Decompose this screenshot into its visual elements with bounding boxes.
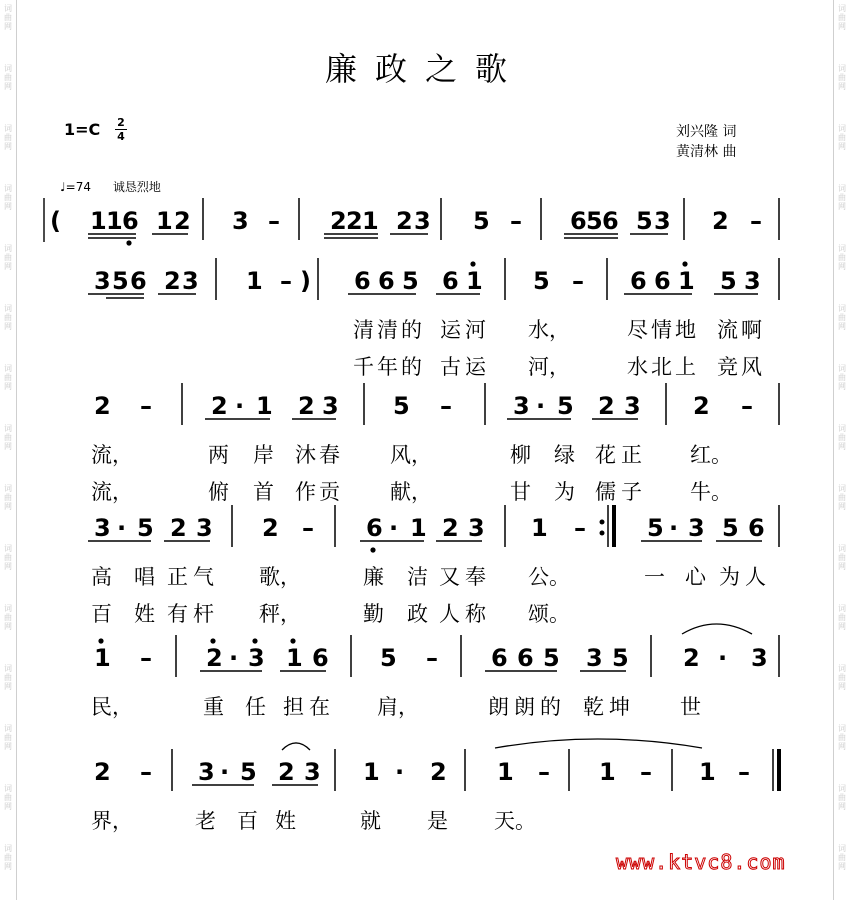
margin-watermark-text: 词 曲 网 [838, 304, 846, 331]
margin-watermark-text: 词 曲 网 [4, 424, 12, 451]
dash-extension: – [140, 644, 152, 672]
lyric-verse-1: 柳 [510, 443, 531, 467]
lyric-verse-2: 子 [621, 480, 642, 504]
jianpu-note: 2 [396, 207, 413, 235]
jianpu-note: 1 [94, 644, 111, 672]
margin-watermark-text: 词 曲 网 [4, 244, 12, 271]
lyric-verse-2: 人 [439, 602, 460, 626]
margin-watermark-text: 词 曲 网 [4, 4, 12, 31]
jianpu-note: 2 [430, 758, 447, 786]
lyric-verse-1: 界， [91, 809, 133, 833]
margin-watermark-text: 词 曲 网 [4, 544, 12, 571]
jianpu-note: 3 [248, 644, 265, 672]
margin-watermark-text: 词 曲 网 [838, 484, 846, 511]
jianpu-note: 6 [354, 267, 371, 295]
jianpu-note: 5 [533, 267, 550, 295]
lyric-verse-2: 献， [390, 480, 432, 504]
dash-extension: – [538, 758, 550, 786]
margin-watermark-text: 词 曲 网 [4, 724, 12, 751]
lyric-verse-1: 公。 [528, 565, 570, 589]
dash-extension: – [280, 267, 292, 295]
margin-watermark-text: 词 曲 网 [4, 64, 12, 91]
lyric-verse-1: 正 [621, 443, 642, 467]
jianpu-note: 6 [602, 207, 619, 235]
lyric-verse-1: 心 [685, 565, 706, 589]
lyric-verse-1: 天。 [494, 809, 536, 833]
jianpu-note: 1 [410, 514, 427, 542]
lyric-verse-1: 的 [401, 318, 422, 342]
jianpu-note: 2 [164, 267, 181, 295]
dash-extension: – [426, 644, 438, 672]
dash-extension: – [640, 758, 652, 786]
lyric-verse-2: 颂。 [528, 602, 570, 626]
lyric-verse-1: 流 [717, 318, 738, 342]
jianpu-note: 1 [286, 644, 303, 672]
jianpu-note: 3 [751, 644, 768, 672]
jianpu-note: 3 [232, 207, 249, 235]
jianpu-note: 1 [599, 758, 616, 786]
jianpu-note: 5 [557, 392, 574, 420]
dash-extension: – [302, 514, 314, 542]
jianpu-note: 1 [156, 207, 173, 235]
lyric-verse-1: 任 [245, 695, 266, 719]
lyric-verse-1: 为 [719, 565, 740, 589]
lyric-verse-1: 洁 [407, 565, 428, 589]
lyric-verse-1: 世 [680, 695, 701, 719]
jianpu-note: 3 [744, 267, 761, 295]
jianpu-note: 3 [654, 207, 671, 235]
margin-watermark-text: 词 曲 网 [4, 844, 12, 871]
dotted-note: · [229, 644, 239, 672]
jianpu-note: 2 [298, 392, 315, 420]
tie-arc [682, 624, 752, 634]
dash-extension: – [741, 392, 753, 420]
tempo-mark: ♩=74 [60, 180, 91, 194]
lyric-verse-2: 运 [465, 355, 486, 379]
jianpu-note: 5 [393, 392, 410, 420]
lyric-verse-1: 担 [283, 695, 304, 719]
jianpu-note: 3 [624, 392, 641, 420]
dotted-note: · [718, 644, 728, 672]
lyric-verse-2: 为 [554, 480, 575, 504]
lyric-verse-1: 地 [675, 318, 696, 342]
octave-dot-below [126, 240, 131, 245]
lyric-verse-1: 乾 [583, 695, 604, 719]
jianpu-note: 1 [699, 758, 716, 786]
octave-dot-above [252, 638, 257, 643]
lyric-verse-1: 奉 [465, 565, 486, 589]
lyric-verse-1: 运 [440, 318, 461, 342]
lyric-verse-1: 岸 [253, 443, 274, 467]
jianpu-note: 5 [112, 267, 129, 295]
lyric-verse-2: 牛。 [690, 480, 732, 504]
jianpu-note: 3 [304, 758, 321, 786]
lyric-verse-2: 流， [91, 480, 133, 504]
margin-watermark-text: 词 曲 网 [838, 184, 846, 211]
lyric-verse-1: 绿 [554, 443, 575, 467]
jianpu-note: 2 [262, 514, 279, 542]
lyric-verse-1: 两 [208, 443, 229, 467]
dash-extension: – [440, 392, 452, 420]
lyric-verse-2: 千 [353, 355, 374, 379]
lyric-verse-1: 正 [167, 565, 188, 589]
dotted-note: · [220, 758, 230, 786]
jianpu-note: 6 [122, 207, 139, 235]
dash-extension: – [572, 267, 584, 295]
lyric-verse-1: 廉 [363, 565, 384, 589]
margin-watermark-text: 词 曲 网 [838, 604, 846, 631]
margin-watermark-text: 词 曲 网 [4, 484, 12, 511]
lyric-verse-2: 俯 [208, 480, 229, 504]
jianpu-note: 5 [586, 207, 603, 235]
lyric-verse-1: 尽 [627, 318, 648, 342]
dotted-note: · [669, 514, 679, 542]
jianpu-note: 1 [497, 758, 514, 786]
jianpu-note: 2 [346, 207, 363, 235]
jianpu-note: 5 [636, 207, 653, 235]
jianpu-note: 1 [246, 267, 263, 295]
jianpu-note: 1 [466, 267, 483, 295]
margin-watermark-text: 词 曲 网 [838, 844, 846, 871]
expression-mark: 诚恳烈地 [112, 180, 161, 194]
lyric-verse-1: 流， [91, 443, 133, 467]
dash-extension: – [510, 207, 522, 235]
margin-watermark-text: 词 曲 网 [838, 364, 846, 391]
lyric-verse-2: 河， [528, 355, 570, 379]
lyric-verse-2: 年 [377, 355, 398, 379]
margin-watermark-text: 词 曲 网 [4, 304, 12, 331]
jianpu-note: 3 [196, 514, 213, 542]
lyric-verse-2: 勤 [363, 602, 384, 626]
jianpu-note: 5 [380, 644, 397, 672]
lyric-verse-2: 北 [651, 355, 672, 379]
lyric-verse-1: 又 [439, 565, 460, 589]
dash-extension: – [268, 207, 280, 235]
lyric-verse-1: 百 [237, 809, 258, 833]
lyric-verse-2: 首 [253, 480, 274, 504]
dash-extension: – [750, 207, 762, 235]
lyric-verse-1: 沐 [295, 443, 316, 467]
lyric-verse-1: 河 [465, 318, 486, 342]
lyric-verse-2: 秤， [259, 602, 301, 626]
dotted-note: · [235, 392, 245, 420]
lyric-verse-2: 水 [627, 355, 648, 379]
jianpu-note: 2 [330, 207, 347, 235]
dash-extension: – [140, 758, 152, 786]
repeat-parenthesis: ( [50, 207, 61, 235]
jianpu-note: 1 [363, 758, 380, 786]
jianpu-note: 2 [712, 207, 729, 235]
margin-watermark-text: 词 曲 网 [4, 784, 12, 811]
jianpu-note: 6 [517, 644, 534, 672]
jianpu-note: 2 [278, 758, 295, 786]
song-title: 廉政之歌 [324, 50, 525, 88]
lyric-verse-1: 红。 [690, 443, 732, 467]
jianpu-note: 2 [206, 644, 223, 672]
margin-watermark-text: 词 曲 网 [4, 364, 12, 391]
lyric-verse-2: 百 [91, 602, 112, 626]
jianpu-note: 2 [94, 392, 111, 420]
jianpu-note: 2 [211, 392, 228, 420]
margin-watermark-text: 词 曲 网 [4, 124, 12, 151]
margin-watermark-text: 词 曲 网 [838, 244, 846, 271]
lyric-verse-1: 朗 [488, 695, 509, 719]
time-signature-numerator: 2 [117, 116, 125, 129]
lyric-verse-1: 在 [309, 695, 330, 719]
jianpu-note: 1 [362, 207, 379, 235]
jianpu-note: 2 [683, 644, 700, 672]
jianpu-note: 1 [106, 207, 123, 235]
lyric-verse-1: 一 [644, 565, 665, 589]
margin-watermark-text: 词 曲 网 [838, 124, 846, 151]
octave-dot-above [210, 638, 215, 643]
lyric-verse-1: 花 [595, 443, 616, 467]
lyric-verse-2: 风 [741, 355, 762, 379]
lyric-verse-1: 风， [390, 443, 432, 467]
jianpu-note: 5 [137, 514, 154, 542]
lyric-verse-1: 高 [91, 565, 112, 589]
jianpu-note: 6 [748, 514, 765, 542]
jianpu-note: 1 [90, 207, 107, 235]
lyric-verse-2: 作 [295, 480, 316, 504]
lyric-verse-1: 重 [203, 695, 224, 719]
lyric-verse-2: 古 [440, 355, 461, 379]
jianpu-note: 5 [402, 267, 419, 295]
jianpu-note: 6 [366, 514, 383, 542]
lyric-verse-1: 唱 [134, 565, 155, 589]
margin-watermark-text: 词 曲 网 [4, 184, 12, 211]
jianpu-note: 6 [654, 267, 671, 295]
jianpu-note: 5 [543, 644, 560, 672]
jianpu-note: 1 [531, 514, 548, 542]
jianpu-note: 5 [720, 267, 737, 295]
jianpu-note: 6 [312, 644, 329, 672]
jianpu-note: 3 [688, 514, 705, 542]
jianpu-note: 3 [586, 644, 603, 672]
lyric-verse-1: 的 [540, 695, 561, 719]
lyric-verse-2: 政 [407, 602, 428, 626]
lyric-verse-1: 民， [91, 695, 133, 719]
margin-watermark-text: 词 曲 网 [838, 724, 846, 751]
tie-arc [495, 739, 702, 748]
jianpu-note: 2 [598, 392, 615, 420]
repeat-dot [600, 531, 605, 536]
lyric-verse-2: 称 [465, 602, 486, 626]
jianpu-note: 2 [174, 207, 191, 235]
lyric-verse-2: 儒 [595, 480, 616, 504]
jianpu-note: 2 [170, 514, 187, 542]
lyric-verse-1: 气 [193, 565, 214, 589]
lyric-verse-1: 清 [377, 318, 398, 342]
dash-extension: – [140, 392, 152, 420]
lyric-verse-2: 竞 [717, 355, 738, 379]
lyric-verse-1: 啊 [741, 318, 762, 342]
jianpu-note: 5 [240, 758, 257, 786]
margin-watermark-text: 词 曲 网 [4, 664, 12, 691]
margin-watermark-text: 词 曲 网 [838, 664, 846, 691]
margin-watermark-text: 词 曲 网 [4, 604, 12, 631]
jianpu-note: 3 [94, 514, 111, 542]
lyricist-credit: 刘兴隆 词 [676, 124, 737, 140]
jianpu-note: 3 [198, 758, 215, 786]
jianpu-note: 2 [693, 392, 710, 420]
jianpu-note: 3 [414, 207, 431, 235]
jianpu-note: 6 [630, 267, 647, 295]
lyric-verse-2: 的 [401, 355, 422, 379]
jianpu-note: 1 [678, 267, 695, 295]
lyric-verse-2: 贡 [319, 480, 340, 504]
margin-watermark-text: 词 曲 网 [838, 4, 846, 31]
lyric-verse-1: 就 [360, 809, 381, 833]
octave-dot-above [290, 638, 295, 643]
lyric-verse-1: 水， [528, 318, 570, 342]
octave-dot-above [98, 638, 103, 643]
jianpu-note: 5 [473, 207, 490, 235]
jianpu-note: 5 [647, 514, 664, 542]
lyric-verse-1: 坤 [609, 695, 630, 719]
jianpu-note: 6 [378, 267, 395, 295]
lyric-verse-2: 甘 [510, 480, 531, 504]
dash-extension: – [574, 514, 586, 542]
lyric-verse-1: 人 [745, 565, 766, 589]
lyric-verse-1: 是 [427, 809, 448, 833]
lyric-verse-1: 姓 [275, 809, 296, 833]
lyric-verse-1: 情 [651, 318, 672, 342]
lyric-verse-1: 歌， [259, 565, 301, 589]
margin-watermark-text: 词 曲 网 [838, 544, 846, 571]
jianpu-note: 2 [94, 758, 111, 786]
lyric-verse-1: 朗 [514, 695, 535, 719]
lyric-verse-1: 肩， [377, 695, 419, 719]
jianpu-note: 6 [442, 267, 459, 295]
lyric-verse-1: 清 [353, 318, 374, 342]
jianpu-note: 6 [570, 207, 587, 235]
jianpu-note: 5 [722, 514, 739, 542]
jianpu-note: 1 [256, 392, 273, 420]
jianpu-note: 6 [130, 267, 147, 295]
dash-extension: – [738, 758, 750, 786]
margin-watermark-text: 词 曲 网 [838, 424, 846, 451]
jianpu-note: 3 [94, 267, 111, 295]
jianpu-note: 2 [442, 514, 459, 542]
dotted-note: · [117, 514, 127, 542]
lyric-verse-2: 杆 [193, 602, 214, 626]
dotted-note: · [389, 514, 399, 542]
dotted-note: · [395, 758, 405, 786]
slur-arc [282, 743, 310, 750]
octave-dot-above [682, 261, 687, 266]
lyric-verse-2: 上 [675, 355, 696, 379]
lyric-verse-2: 姓 [134, 602, 155, 626]
jianpu-note: 3 [182, 267, 199, 295]
repeat-dot [600, 520, 605, 525]
time-signature-denominator: 4 [117, 130, 125, 143]
octave-dot-below [370, 547, 375, 552]
margin-watermark-text: 词 曲 网 [838, 784, 846, 811]
lyric-verse-1: 老 [195, 809, 216, 833]
jianpu-note: 5 [612, 644, 629, 672]
key-signature: 1=C [64, 120, 101, 139]
jianpu-note: 6 [491, 644, 508, 672]
dotted-note: · [536, 392, 546, 420]
jianpu-note: 3 [468, 514, 485, 542]
website-watermark: www.ktvc8.com [616, 850, 786, 874]
lyric-verse-2: 有 [167, 602, 188, 626]
jianpu-note: 3 [513, 392, 530, 420]
composer-credit: 黄清林 曲 [676, 144, 737, 160]
jianpu-note: 3 [322, 392, 339, 420]
octave-dot-above [470, 261, 475, 266]
margin-watermark-text: 词 曲 网 [838, 64, 846, 91]
lyric-verse-1: 春 [319, 443, 340, 467]
repeat-parenthesis: ) [300, 267, 311, 295]
